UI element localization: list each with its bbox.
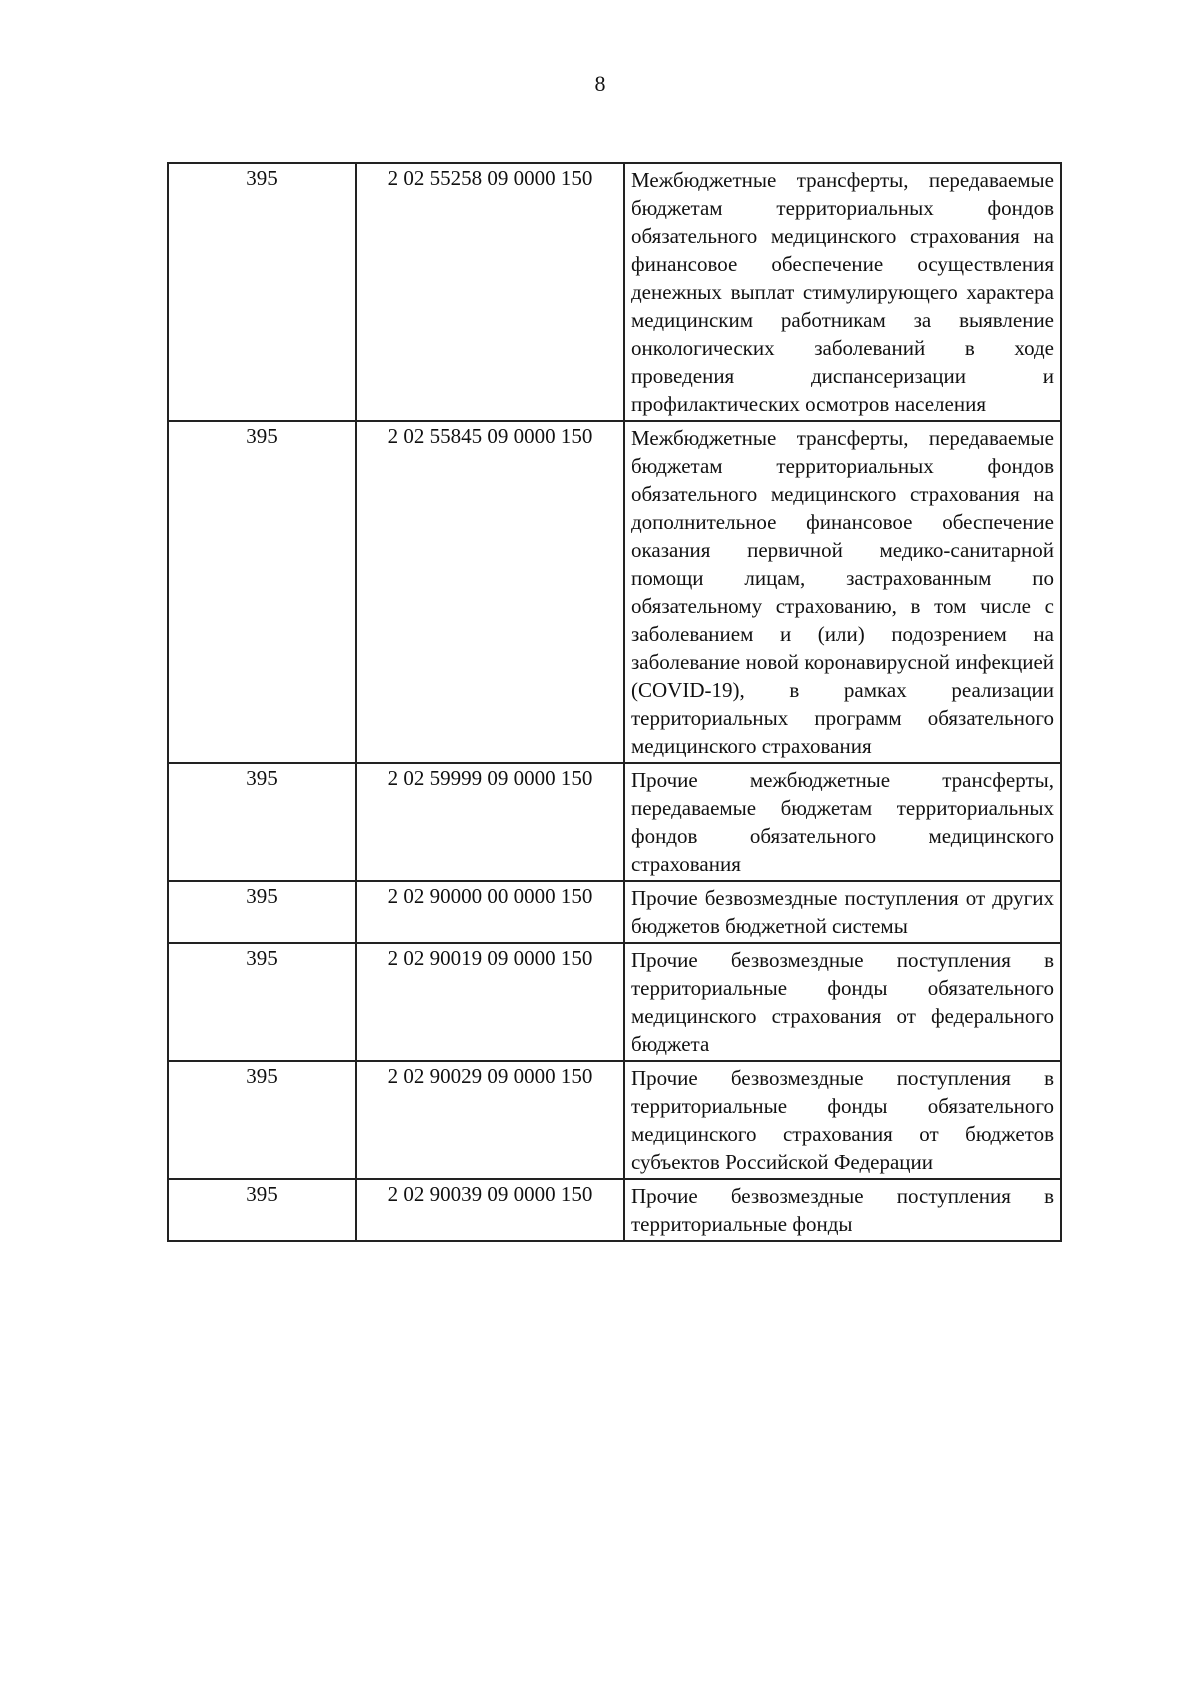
income-name-text: Межбюджетные трансферты, передаваемые бюджетам территориальных фондов обязательного медицинского страхования на финансовое обеспечение осуществления денежных выплат стимулирующего характера медицинским работникам за выявление онкологических заболеваний в ходе проведения диспансеризации и профилактических осмотров населения bbox=[631, 168, 1054, 416]
income-name-text: Прочие межбюджетные трансферты, передаваемые бюджетам территориальных фондов обязательного медицинского страхования bbox=[631, 768, 1054, 876]
income-name-cell bbox=[624, 421, 1061, 763]
admin-code-cell: 395 bbox=[168, 421, 356, 763]
budget-codes-table bbox=[167, 162, 1062, 1242]
income-name-cell bbox=[624, 881, 1061, 943]
budget-code-cell: 2 02 90039 09 0000 150 bbox=[356, 1179, 624, 1241]
income-name-text: Прочие безвозмездные поступления в территориальные фонды bbox=[631, 1184, 1054, 1236]
admin-code-cell: 395 bbox=[168, 163, 356, 421]
income-name-text: Межбюджетные трансферты, передаваемые бюджетам территориальных фондов обязательного медицинского страхования на дополнительное финансовое обеспечение оказания первичной медико-санитарной помощи лицам, застрахованным по обязательному страхованию, в том числе с заболеванием и (или) подозрением на заболевание новой коронавирусной инфекцией (COVID-19), в рамках реализации территориальных программ обязательного медицинского страхования bbox=[631, 426, 1054, 758]
table-row bbox=[168, 1179, 1061, 1241]
income-name-cell bbox=[624, 1179, 1061, 1241]
admin-code-cell: 395 bbox=[168, 1179, 356, 1241]
income-name-cell bbox=[624, 943, 1061, 1061]
page-number: 8 bbox=[594, 71, 606, 96]
table-row bbox=[168, 763, 1061, 881]
income-name-text: Прочие безвозмездные поступления от других бюджетов бюджетной системы bbox=[631, 886, 1054, 938]
income-name-cell bbox=[624, 763, 1061, 881]
income-name-cell bbox=[624, 1061, 1061, 1179]
budget-code-cell: 2 02 90029 09 0000 150 bbox=[356, 1061, 624, 1179]
table-row bbox=[168, 421, 1061, 763]
admin-code-cell: 395 bbox=[168, 943, 356, 1061]
admin-code-cell: 395 bbox=[168, 881, 356, 943]
budget-code-cell: 2 02 55258 09 0000 150 bbox=[356, 163, 624, 421]
admin-code-cell: 395 bbox=[168, 1061, 356, 1179]
budget-code-cell: 2 02 90000 00 0000 150 bbox=[356, 881, 624, 943]
income-name-cell bbox=[624, 163, 1061, 421]
income-name-text: Прочие безвозмездные поступления в территориальные фонды обязательного медицинского страхования от бюджетов субъектов Российской Федерации bbox=[631, 1066, 1054, 1174]
table-row bbox=[168, 881, 1061, 943]
income-name-text: Прочие безвозмездные поступления в территориальные фонды обязательного медицинского страхования от федерального бюджета bbox=[631, 948, 1054, 1056]
table-row bbox=[168, 943, 1061, 1061]
table-row bbox=[168, 1061, 1061, 1179]
budget-code-cell: 2 02 55845 09 0000 150 bbox=[356, 421, 624, 763]
admin-code-cell: 395 bbox=[168, 763, 356, 881]
budget-code-cell: 2 02 90019 09 0000 150 bbox=[356, 943, 624, 1061]
table-row bbox=[168, 163, 1061, 421]
budget-code-cell: 2 02 59999 09 0000 150 bbox=[356, 763, 624, 881]
